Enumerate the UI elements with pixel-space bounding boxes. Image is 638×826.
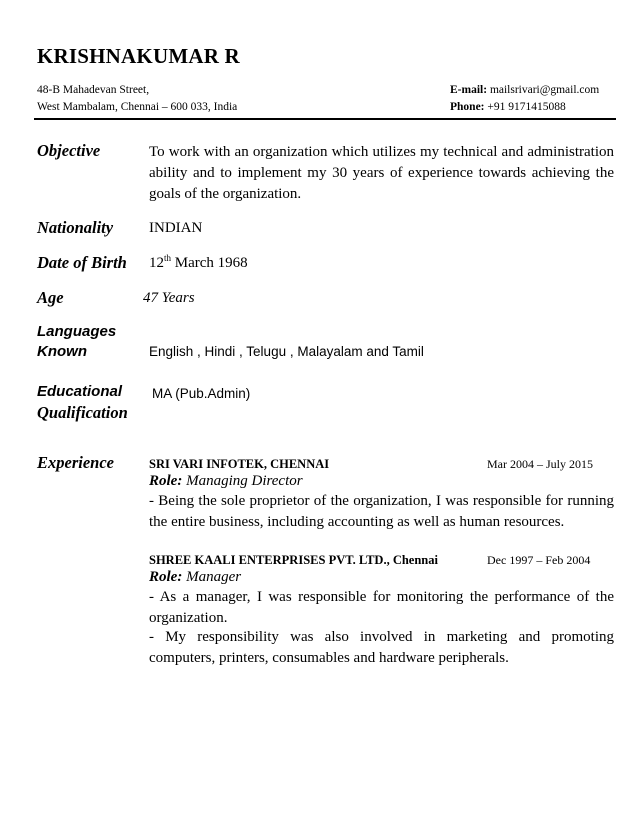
experience-label: Experience — [37, 453, 114, 472]
job-1-company: SRI VARI INFOTEK, CHENNAI — [149, 457, 330, 471]
job-2-role-label: Role: — [149, 569, 183, 585]
phone-contact — [450, 101, 566, 113]
job-2-description-2: - My responsibility was also involved in marketing and promoting computers, printers, consumables and hardware peripherals. — [149, 629, 614, 666]
address-line-2: West Mambalam, Chennai – 600 033, India — [37, 101, 238, 113]
age-label: Age — [37, 288, 64, 307]
objective-label: Objective — [37, 141, 101, 160]
objective-text: To work with an organization which utilizes my technical and administration ability and to implement my 30 years of experience towards achieving the goals of the organization. — [149, 144, 614, 202]
education-value: MA (Pub.Admin) — [152, 386, 251, 401]
dob-label: Date of Birth — [37, 253, 127, 272]
candidate-name: KRISHNAKUMAR R — [37, 44, 240, 68]
email-contact — [450, 84, 599, 96]
education-label-line1: Educational — [37, 383, 123, 400]
job-2-dates: Dec 1997 – Feb 2004 — [487, 553, 591, 567]
languages-value: English , Hindi , Telugu , Malayalam and Tamil — [149, 344, 424, 359]
dob-value — [149, 255, 248, 272]
nationality-value: INDIAN — [149, 220, 203, 236]
languages-label-line1: Languages — [37, 323, 117, 340]
phone-label: Phone: — [450, 101, 485, 113]
phone-value: +91 9171415088 — [487, 101, 566, 113]
nationality-label: Nationality — [37, 218, 114, 237]
job-2-company: SHREE KAALI ENTERPRISES PVT. LTD., Chennai — [149, 553, 438, 567]
address-line-1: 48-B Mahadevan Street, — [37, 84, 150, 96]
languages-label-line2: Known — [37, 343, 87, 360]
job-1-role-label: Role: — [149, 473, 183, 489]
job-2-description-1: - As a manager, I was responsible for monitoring the performance of the organization. — [149, 589, 614, 626]
education-label-line2: Qualification — [37, 403, 128, 422]
job-1-role-title: Managing Director — [186, 473, 303, 489]
job-1-role — [149, 473, 303, 490]
age-value: 47 Years — [143, 290, 195, 306]
dob-month-year: March 1968 — [171, 255, 248, 271]
header-divider — [34, 118, 616, 120]
email-label: E-mail: — [450, 84, 488, 96]
job-1-dates: Mar 2004 – July 2015 — [487, 457, 593, 471]
dob-suffix: th — [164, 253, 172, 263]
email-value: mailsrivari@gmail.com — [489, 84, 600, 96]
job-2-role — [149, 569, 241, 586]
job-2-role-title: Manager — [186, 569, 242, 585]
dob-day: 12 — [149, 255, 164, 271]
job-1-description: - Being the sole proprietor of the organization, I was responsible for running the entire business, including accounting as well as human resources. — [149, 493, 614, 530]
